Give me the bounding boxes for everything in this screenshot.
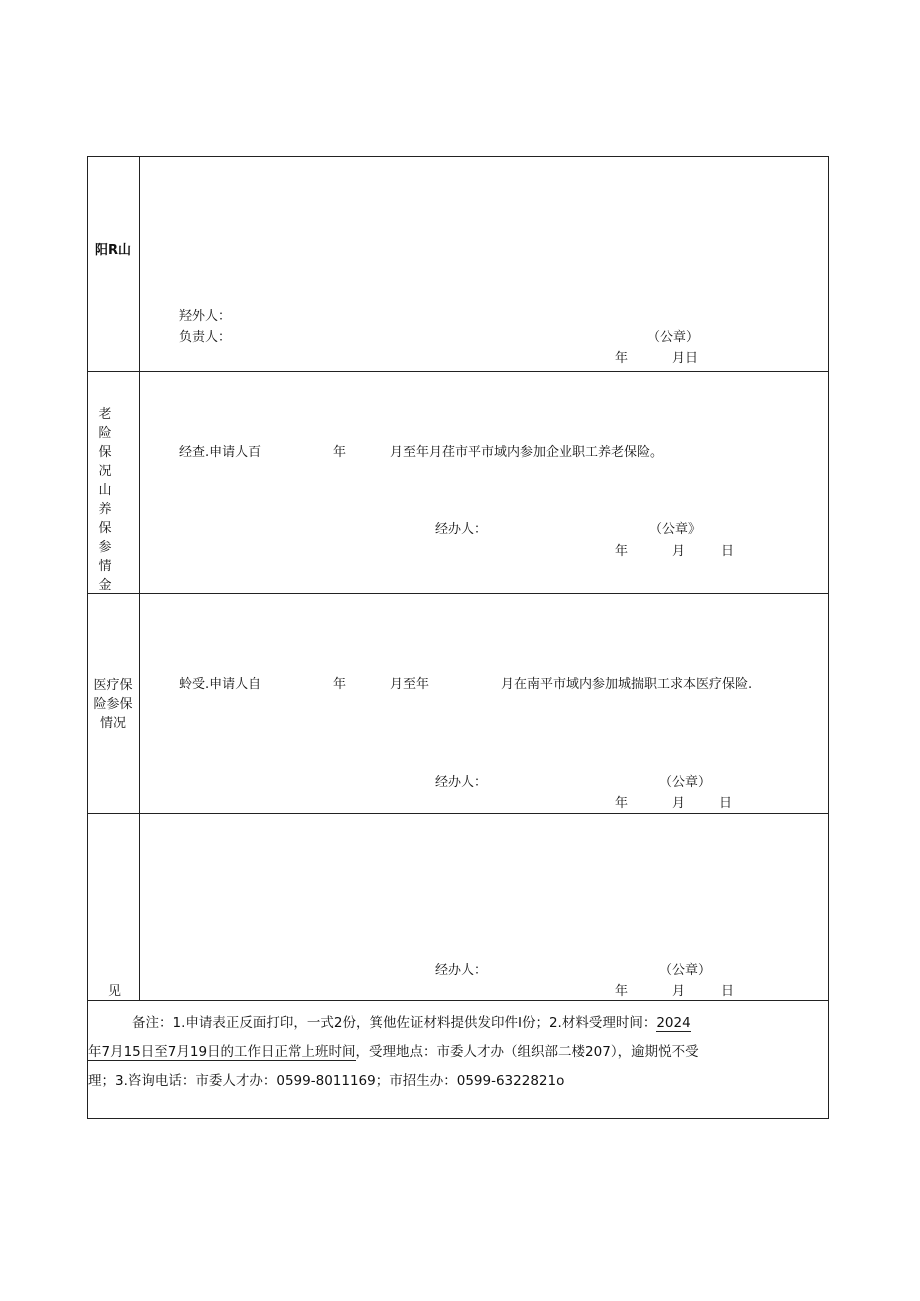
row-divider-4: [88, 1000, 828, 1001]
section2-statement-b: 月至年月荏市平市域内参加企业职工养老保险。: [390, 445, 664, 460]
section4-label: 见: [108, 984, 122, 999]
notes-line-1-year: 2024: [656, 1015, 691, 1031]
notes-line-2: [88, 1038, 699, 1067]
section3-handler-label: 经办人：: [435, 775, 488, 790]
section1-label: 阳R山: [94, 243, 131, 258]
section2-label: 老险保况山养保参情金: [98, 407, 112, 593]
section2-seal: （公章》: [649, 522, 702, 537]
section2-statement-a: 经查.申请人百: [179, 445, 262, 460]
section2-month: 月: [672, 544, 686, 559]
section3-statement-mid: 月至年: [390, 677, 430, 692]
section2-handler-label: 经办人：: [435, 522, 488, 537]
section1-year: 年: [615, 351, 629, 366]
section4-day: 日: [721, 984, 735, 999]
notes-line-1: [132, 1009, 691, 1038]
section3-seal: （公章）: [659, 775, 712, 790]
section1-monthday: 月日: [672, 351, 699, 366]
section3-year: 年: [615, 796, 629, 811]
section4-seal: （公章）: [659, 963, 712, 978]
section3-statement-year: 年: [333, 677, 347, 692]
notes-line-2-dates: 年7月15日至7月19日的工作日正常上班时间: [88, 1044, 356, 1060]
section4-year: 年: [615, 984, 629, 999]
application-form-table: [87, 156, 829, 1119]
notes-line-3: 理；3.咨询电话：市委人才办：0599-8011169；市招生办：0599-6322821o: [88, 1073, 565, 1089]
section1-leader-label: 负责人：: [179, 330, 232, 345]
section3-statement-b: 月在南平市域内参加城揣职工求本医疗保险.: [501, 677, 753, 692]
section3-statement-a: 蛉受.申请人自: [179, 677, 262, 692]
notes-line-2-text: ，受理地点：市委人才办（组织部二楼207），逾期悦不受: [355, 1044, 699, 1060]
section4-month: 月: [672, 984, 686, 999]
section1-seal: （公章）: [647, 330, 700, 345]
row-divider-1: [88, 371, 828, 372]
row-divider-2: [88, 593, 828, 594]
notes-line-1-text: 备注：1.申请表正反面打印，一式2份，箕他佐证材料提供发印件I份；2.材料受理时间：: [132, 1015, 657, 1031]
section2-year: 年: [615, 544, 629, 559]
section2-day: 日: [721, 544, 735, 559]
section2-statement-year: 年: [333, 445, 347, 460]
row-divider-3: [88, 813, 828, 814]
section1-reviewer-label: 羟外人：: [179, 309, 232, 324]
section3-month: 月: [672, 796, 686, 811]
section3-label: 医疗保险参保情况: [93, 678, 133, 731]
section4-handler-label: 经办人：: [435, 963, 488, 978]
label-column-divider: [139, 157, 140, 1000]
section3-day: 日: [719, 796, 733, 811]
